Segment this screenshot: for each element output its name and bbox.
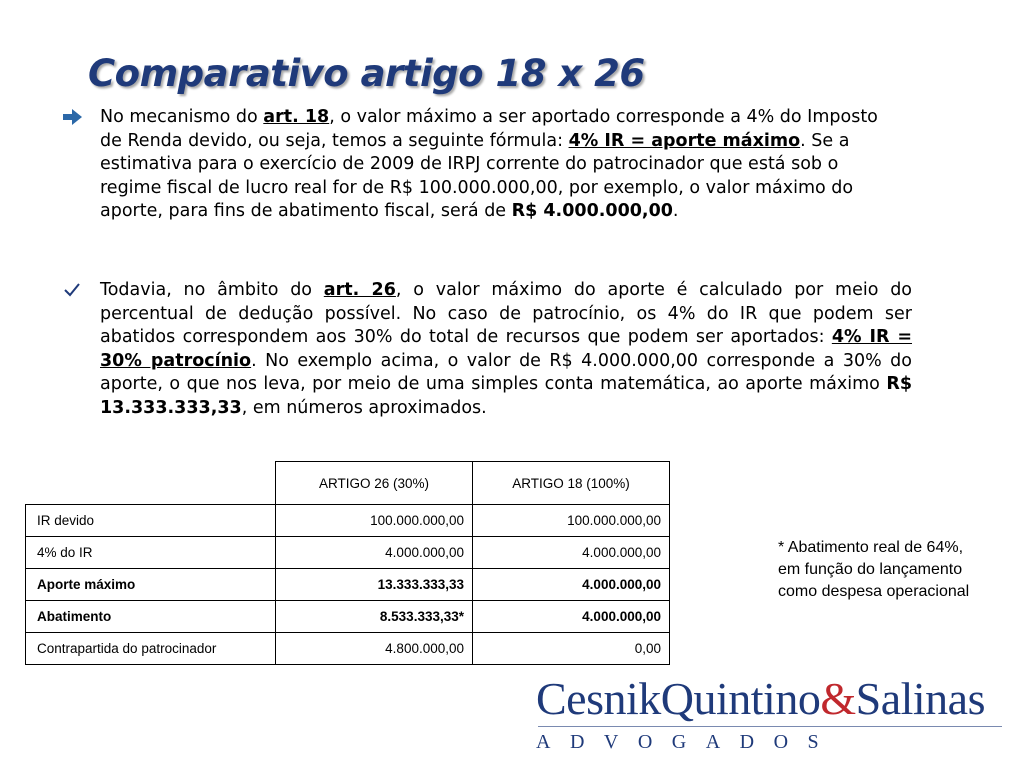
text-run: , o valor máximo a ser aportado corresponde a 4% do Imposto de Renda devido, ou seja, temos a seguinte fórmula: [100, 107, 878, 151]
logo-subtitle: ADVOGADOS [536, 731, 839, 753]
checkmark-icon [62, 280, 84, 300]
row-label: Contrapartida do patrocinador [26, 633, 276, 665]
text-run: , em números aproximados. [241, 397, 487, 418]
header-art18: ARTIGO 18 (100%) [473, 462, 670, 505]
table-row [26, 505, 670, 537]
highlighted-value: R$ 13.333.333,33 [100, 374, 912, 418]
logo-ampersand: & [820, 673, 856, 724]
row-label: Abatimento [26, 601, 276, 633]
bullet-text [100, 279, 912, 420]
value-art18: 100.000.000,00 [473, 505, 670, 537]
bullet-text [100, 106, 900, 224]
article-reference: 4% IR = 30% patrocínio [100, 327, 912, 371]
footnote: * Abatimento real de 64%, em função do lançamento como despesa operacional [778, 539, 970, 600]
article-reference: art. 26 [323, 280, 396, 300]
value-art18: 4.000.000,00 [473, 537, 670, 569]
empty-header-cell [26, 462, 276, 505]
value-art26: 8.533.333,33* [276, 601, 473, 633]
row-label: 4% do IR [26, 537, 276, 569]
text-run: No mecanismo do [100, 107, 264, 127]
table-row [26, 601, 670, 633]
text-run: Todavia, no âmbito do [100, 280, 324, 300]
logo-name-part2: Salinas [855, 673, 986, 724]
row-label: IR devido [26, 505, 276, 537]
arrow-right-icon [62, 107, 84, 127]
highlighted-value: R$ 4.000.000,00 [511, 201, 673, 221]
table-header-row [26, 462, 670, 505]
comparison-table [25, 461, 670, 665]
text-run: . Se a estimativa para o exercício de 2009 de IRPJ corrente do patrocinador que está sob o regime fiscal de lucro real for de R$ 100.000.000,00, por exemplo, o valor máximo do aporte, para fins de abatimento fiscal, será de [100, 130, 854, 221]
logo-divider [538, 726, 1002, 727]
value-art18: 4.000.000,00 [473, 569, 670, 601]
row-label: Aporte máximo [26, 569, 276, 601]
logo-name-part1: CesnikQuintino [536, 673, 821, 724]
value-art26: 4.000.000,00 [276, 537, 473, 569]
table-row [26, 633, 670, 665]
text-run: . No exemplo acima, o valor de R$ 4.000.000,00 corresponde a 30% do aporte, o que nos leva, por meio de uma simples conta matemática, ao aporte máximo [100, 350, 913, 394]
value-art18: 0,00 [473, 633, 670, 665]
slide-title: Comparativo artigo 18 x 26 [88, 52, 645, 95]
value-art26: 13.333.333,33 [276, 569, 473, 601]
company-logo [536, 672, 985, 725]
article-reference: art. 18 [263, 107, 330, 127]
article-reference: 4% IR = aporte máximo [568, 130, 801, 151]
table-row [26, 569, 670, 601]
value-art18: 4.000.000,00 [473, 601, 670, 633]
text-run: . [672, 201, 679, 221]
table-row [26, 537, 670, 569]
value-art26: 4.800.000,00 [276, 633, 473, 665]
text-run: , o valor máximo do aporte é calculado por meio do percentual de dedução possível. No caso de patrocínio, os 4% do IR que podem ser abatidos correspondem aos 30% do total de recursos que podem ser aportados: [100, 280, 913, 347]
value-art26: 100.000.000,00 [276, 505, 473, 537]
header-art26: ARTIGO 26 (30%) [276, 462, 473, 505]
